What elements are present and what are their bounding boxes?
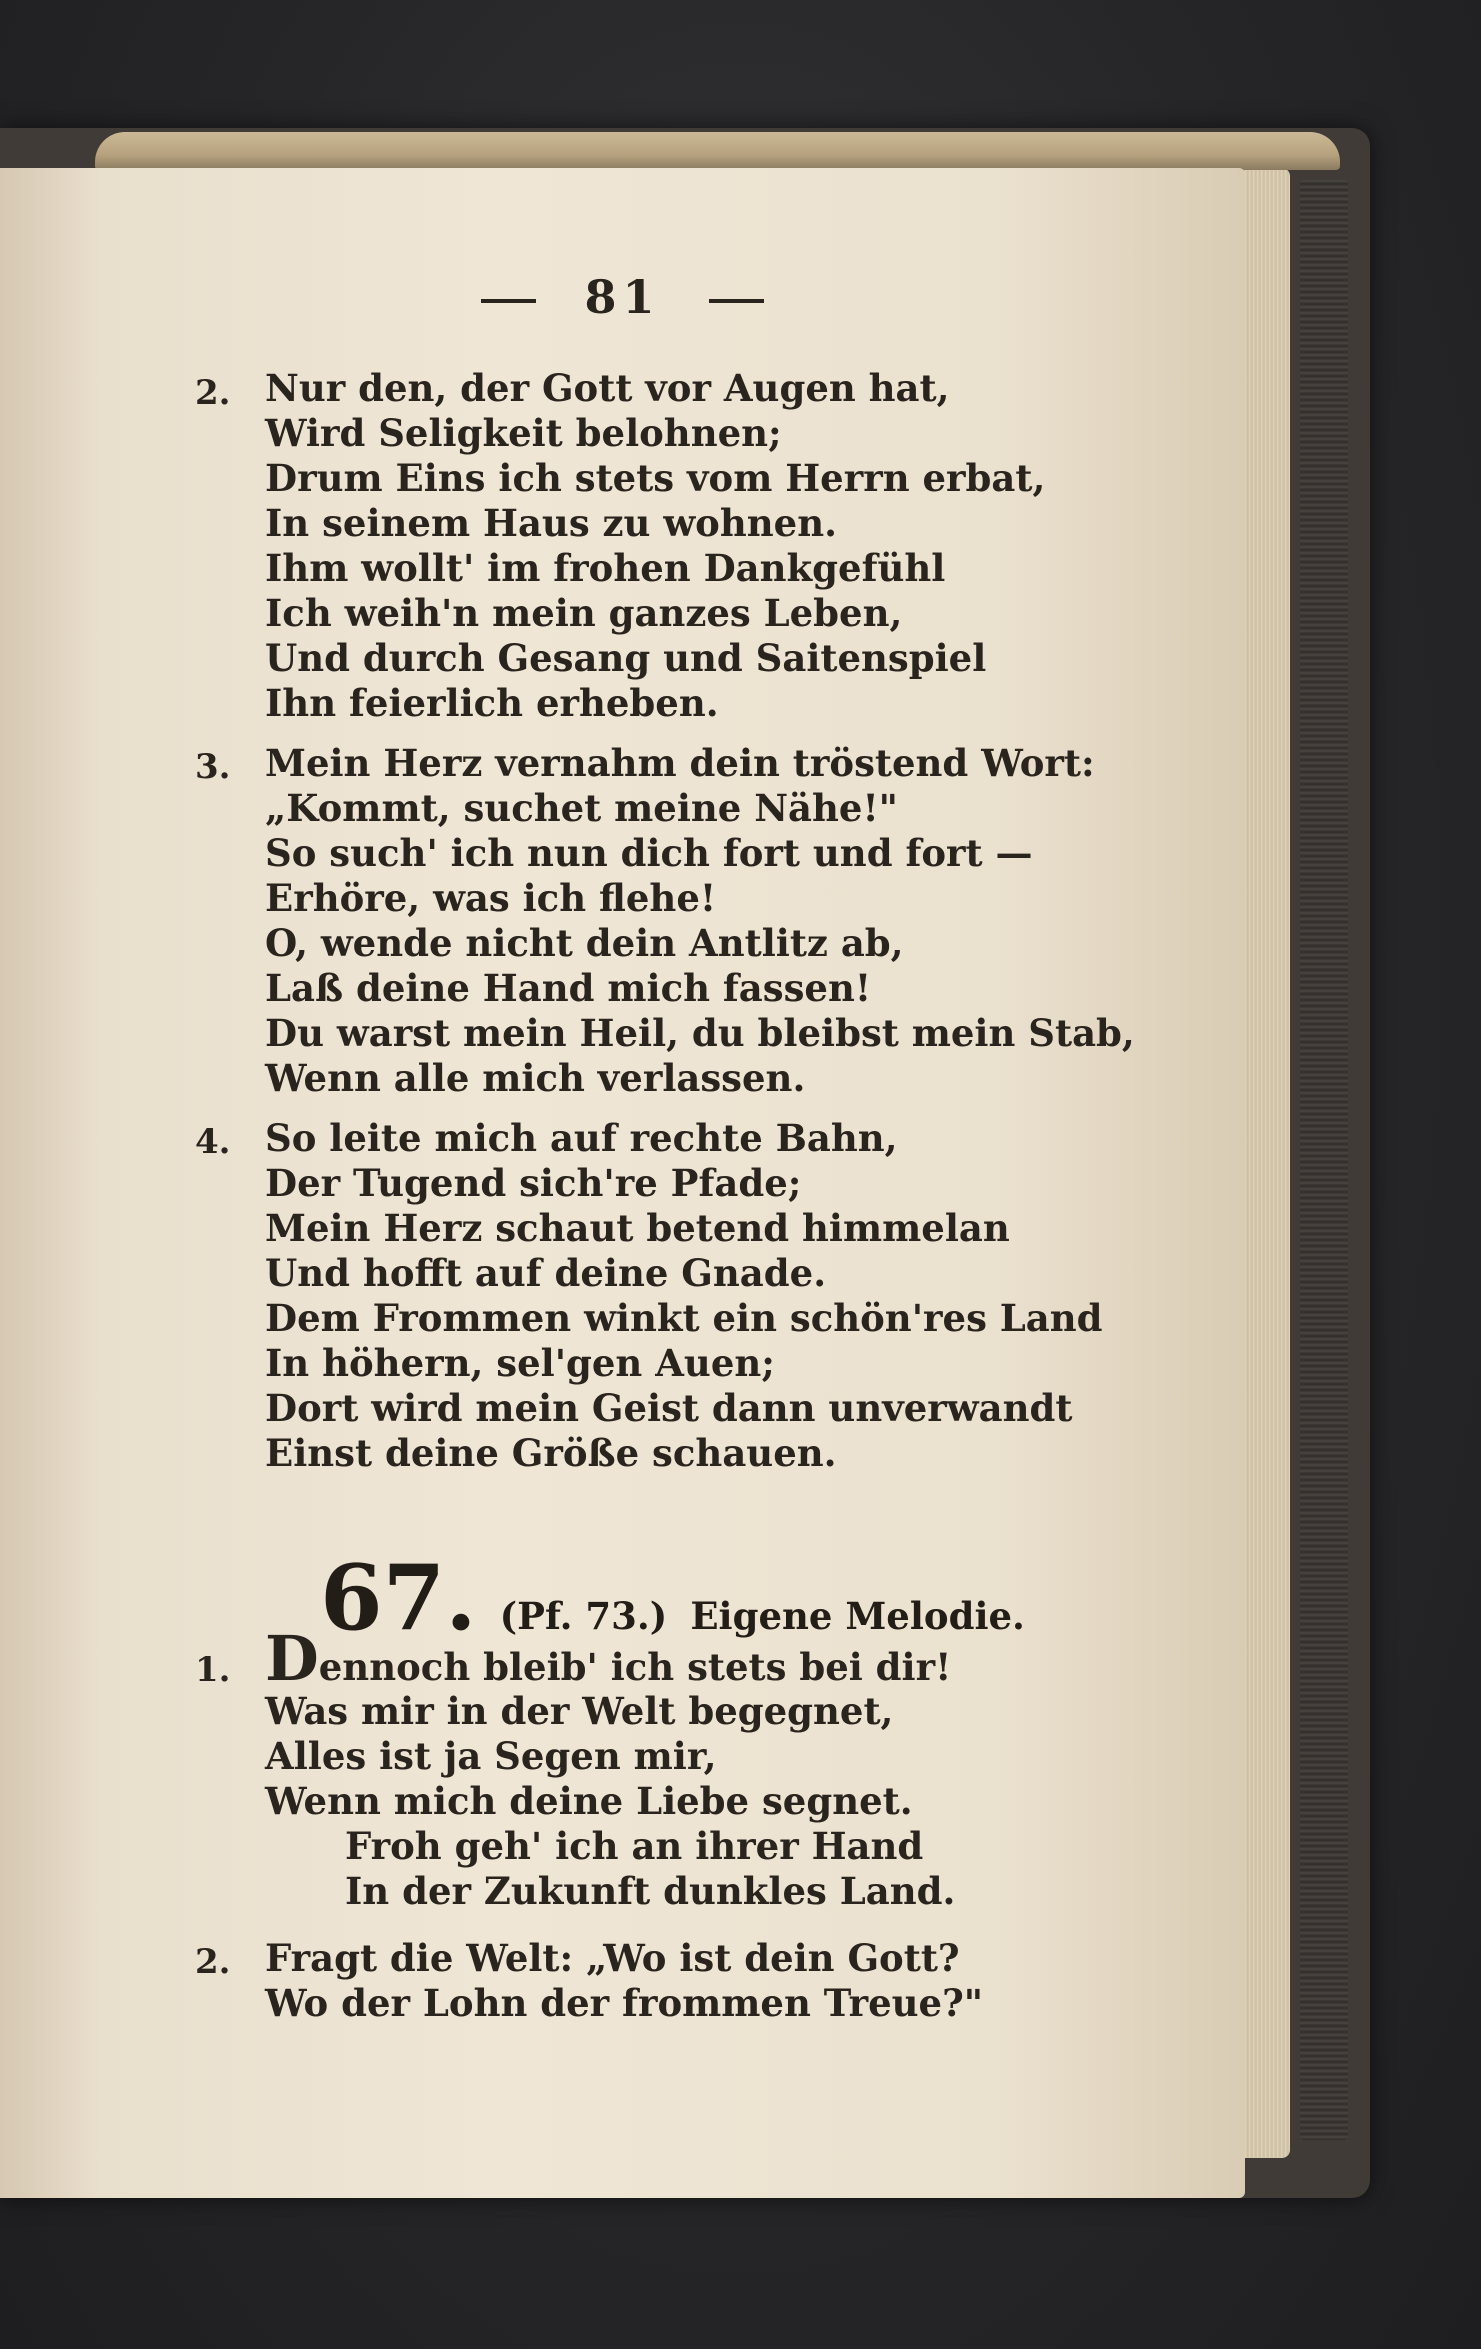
verse-line-indented: In der Zukunft dunkles Land. [345, 1869, 956, 1913]
verse-line: „Kommt, suchet meine Nähe!" [265, 786, 898, 830]
verse-line: Alles ist ja Segen mir, [265, 1734, 717, 1778]
page-header [0, 270, 1245, 324]
verse-line: So such' ich nun dich fort und fort — [265, 831, 1033, 875]
verse-line: Wenn mich deine Liebe segnet. [265, 1779, 913, 1823]
verse-line-indented: Froh geh' ich an ihrer Hand [345, 1824, 924, 1868]
verse-line: Ich weih'n mein ganzes Leben, [265, 591, 903, 635]
verse-number: 2. [195, 373, 231, 413]
header-dash-right [709, 299, 764, 303]
verse-line: Drum Eins ich stets vom Herrn erbat, [265, 456, 1046, 500]
verse-line: Mein Herz vernahm dein tröstend Wort: [265, 741, 1095, 785]
page-number: 81 [584, 270, 661, 324]
hymn-number: 67. [320, 1545, 477, 1651]
drop-cap: D [265, 1622, 319, 1695]
verse-line: Und durch Gesang und Saitenspiel [265, 636, 987, 680]
verse-line: Ihm wollt' im frohen Dankgefühl [265, 546, 946, 590]
verse-line: Wird Seligkeit belohnen; [265, 411, 782, 455]
verse-line: In seinem Haus zu wohnen. [265, 501, 837, 545]
verse-line: Einst deine Größe schauen. [265, 1431, 837, 1475]
first-line-rest: ennoch bleib' ich stets bei dir! [318, 1645, 952, 1689]
verse-line: So leite mich auf rechte Bahn, [265, 1116, 898, 1160]
verse-line: Dort wird mein Geist dann unverwandt [265, 1386, 1073, 1430]
verse-line: Und hofft auf deine Gnade. [265, 1251, 827, 1295]
verse-number: 2. [195, 1942, 231, 1982]
verse-line: Was mir in der Welt begegnet, [265, 1689, 894, 1733]
verse-number: 3. [195, 747, 231, 787]
verse-number: 4. [195, 1122, 231, 1162]
worn-cover-edge [95, 132, 1340, 170]
verse-line: Nur den, der Gott vor Augen hat, [265, 366, 950, 410]
psalm-reference: (Pf. 73.) [499, 1594, 668, 1638]
verse-number: 1. [195, 1650, 231, 1690]
verse-line: In höhern, sel'gen Auen; [265, 1341, 775, 1385]
verse-line: Erhöre, was ich flehe! [265, 876, 717, 920]
book-binding [1300, 180, 1348, 2140]
verse-line: Der Tugend sich're Pfade; [265, 1161, 802, 1205]
verse-line: Du warst mein Heil, du bleibst mein Stab, [265, 1011, 1135, 1055]
verse-line: Ihn feierlich erheben. [265, 681, 719, 725]
verse-line: Mein Herz schaut betend himmelan [265, 1206, 1010, 1250]
header-dash-left [481, 299, 536, 303]
melody-note: Eigene Melodie. [690, 1594, 1025, 1638]
verse-line: Wenn alle mich verlassen. [265, 1056, 806, 1100]
verse-line: Wo der Lohn der frommen Treue?" [265, 1981, 984, 2025]
verse-line: O, wende nicht dein Antlitz ab, [265, 921, 904, 965]
verse-first-line [265, 1622, 952, 1695]
verse-line: Fragt die Welt: „Wo ist dein Gott? [265, 1936, 960, 1980]
verse-line: Dem Frommen winkt ein schön'res Land [265, 1296, 1103, 1340]
verse-line: Laß deine Hand mich fassen! [265, 966, 872, 1010]
